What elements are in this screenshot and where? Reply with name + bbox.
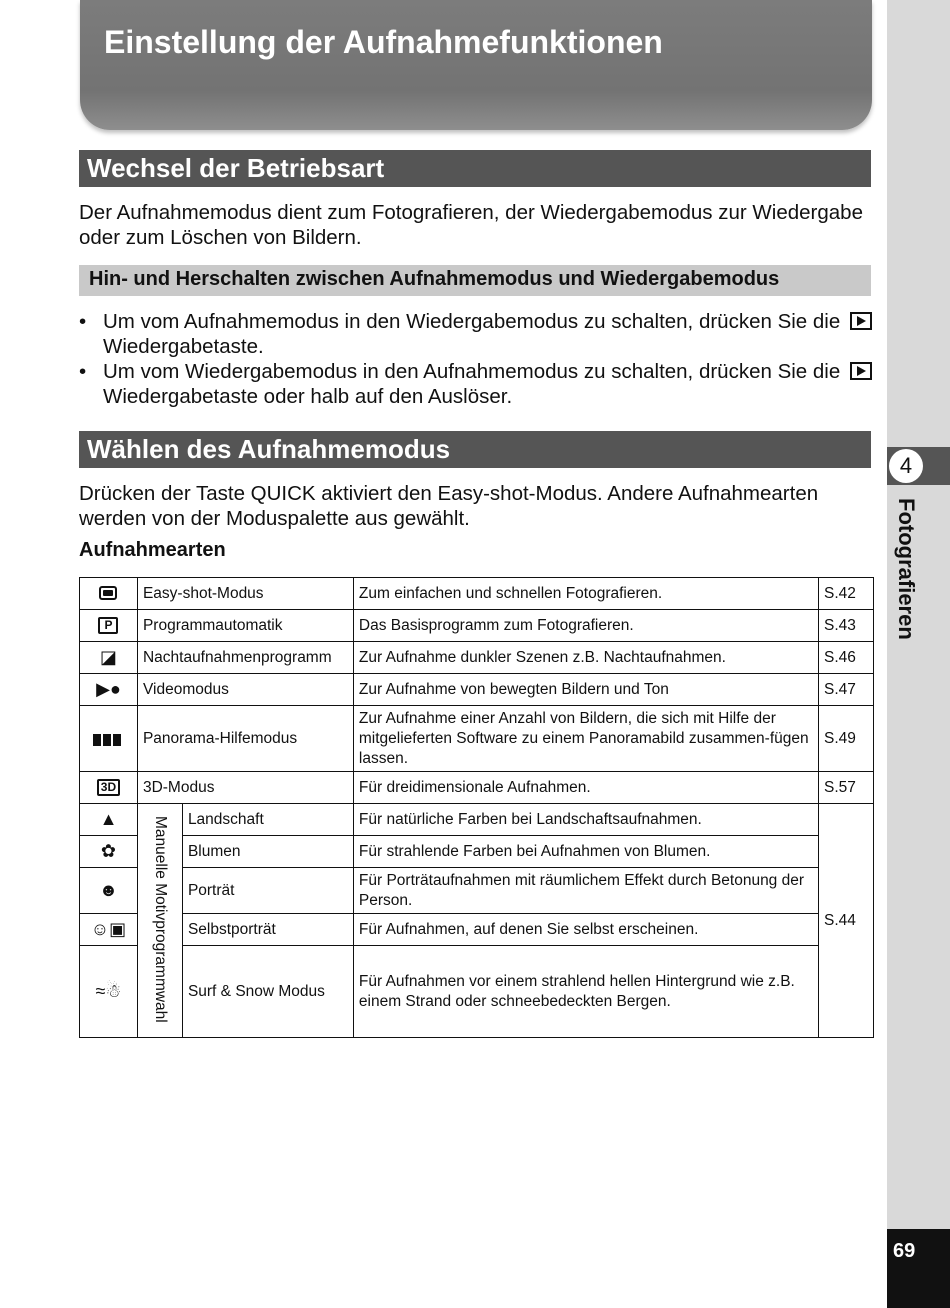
table-row	[80, 804, 874, 836]
mode-description: Zur Aufnahme dunkler Szenen z.B. Nachtaufnahmen.	[353, 642, 818, 674]
mode-name: Videomodus	[137, 674, 353, 706]
scene-description: Für Aufnahmen, auf denen Sie selbst erscheinen.	[353, 914, 818, 946]
mode-description: Zur Aufnahme einer Anzahl von Bildern, die sich mit Hilfe der mitgelieferten Software zu einem Panoramabild zusammen-fügen lassen.	[353, 706, 818, 772]
scene-name: Porträt	[182, 868, 353, 914]
icon-cell	[80, 772, 138, 804]
scene-group-label: Manuelle Motivprogrammwahl	[151, 816, 169, 1023]
mode-description: Das Basisprogramm zum Fotografieren.	[353, 610, 818, 642]
page-number: 69	[893, 1240, 916, 1262]
subheading-switching: Hin- und Herschalten zwischen Aufnahmemodus und Wiedergabemodus	[79, 265, 871, 296]
bullet-list	[79, 309, 879, 409]
icon-cell	[80, 674, 138, 706]
page-reference: S.46	[819, 642, 874, 674]
scene-name: Landschaft	[182, 804, 353, 836]
mode-paragraph: Drücken der Taste QUICK aktiviert den Easy-shot-Modus. Andere Aufnahmearten werden von der Moduspalette aus gewählt.	[79, 482, 819, 530]
list-item	[79, 359, 879, 409]
movie-icon: ▶●	[96, 679, 121, 700]
easy-shot-icon	[99, 586, 117, 600]
section-heading-aufnahmemodus: Wählen des Aufnahmemodus	[79, 431, 871, 468]
icon-cell	[80, 578, 138, 610]
icon-cell	[80, 642, 138, 674]
play-button-icon	[850, 312, 872, 330]
scene-description: Für natürliche Farben bei Landschaftsaufnahmen.	[353, 804, 818, 836]
table-row	[80, 946, 874, 1038]
icon-cell	[80, 914, 138, 946]
3d-icon: 3D	[97, 779, 120, 796]
icon-cell	[80, 946, 138, 1038]
icon-cell	[80, 836, 138, 868]
table-row	[80, 914, 874, 946]
table-row	[80, 772, 874, 804]
bullet-text-post: Wiedergabetaste.	[103, 335, 264, 358]
program-icon: P	[98, 617, 118, 634]
title-banner	[80, 0, 872, 130]
portrait-icon: ☻	[99, 880, 118, 901]
modes-table	[79, 577, 874, 1038]
mode-name: Easy-shot-Modus	[137, 578, 353, 610]
table-row	[80, 868, 874, 914]
page-reference: S.43	[819, 610, 874, 642]
table-row	[80, 610, 874, 642]
chapter-title: Fotografieren	[894, 498, 919, 640]
intro-paragraph: Der Aufnahmemodus dient zum Fotografieren, der Wiedergabemodus zur Wiedergabe oder zum Löschen von Bildern.	[79, 201, 863, 249]
night-icon: ◪	[99, 647, 117, 668]
landscape-icon: ▲	[99, 809, 118, 830]
page-reference: S.57	[819, 772, 874, 804]
scene-group-label-cell	[137, 804, 182, 1038]
chapter-sidebar	[887, 0, 950, 1308]
chapter-number: 4	[889, 449, 923, 483]
table-row	[80, 836, 874, 868]
mode-name: Nachtaufnahmenprogramm	[137, 642, 353, 674]
table-row	[80, 706, 874, 772]
scene-name: Blumen	[182, 836, 353, 868]
scene-description: Für Porträtaufnahmen mit räumlichem Effekt durch Betonung der Person.	[353, 868, 818, 914]
self-portrait-icon: ☺▣	[90, 919, 127, 940]
bullet-dot: •	[79, 360, 87, 383]
page-reference: S.44	[819, 804, 874, 1038]
scene-name: Surf & Snow Modus	[182, 946, 353, 1038]
icon-cell	[80, 868, 138, 914]
table-row	[80, 578, 874, 610]
section-heading-betriebsart: Wechsel der Betriebsart	[79, 150, 871, 187]
page-title: Einstellung der Aufnahmefunktionen	[104, 24, 663, 60]
bullet-text-pre: Um vom Aufnahmemodus in den Wiedergabemodus zu schalten, drücken Sie die	[103, 310, 841, 333]
subheading-aufnahmearten: Aufnahmearten	[79, 539, 226, 561]
scene-name: Selbstporträt	[182, 914, 353, 946]
icon-cell	[80, 706, 138, 772]
mode-description: Zur Aufnahme von bewegten Bildern und Ton	[353, 674, 818, 706]
surf-snow-icon: ≈☃	[95, 981, 122, 1002]
icon-cell	[80, 610, 138, 642]
mode-name: 3D-Modus	[137, 772, 353, 804]
page-reference: S.49	[819, 706, 874, 772]
mode-name: Panorama-Hilfemodus	[137, 706, 353, 772]
icon-cell	[80, 804, 138, 836]
mode-description: Zum einfachen und schnellen Fotografieren.	[353, 578, 818, 610]
panorama-icon	[92, 732, 124, 744]
list-item	[79, 309, 879, 359]
bullet-dot: •	[79, 310, 87, 333]
bullet-text-post: Wiedergabetaste oder halb auf den Auslöser.	[103, 385, 513, 408]
table-row	[80, 674, 874, 706]
mode-description: Für dreidimensionale Aufnahmen.	[353, 772, 818, 804]
table-row	[80, 642, 874, 674]
scene-description: Für Aufnahmen vor einem strahlend hellen Hintergrund wie z.B. einem Strand oder schneebedeckten Bergen.	[353, 946, 818, 1038]
play-button-icon	[850, 362, 872, 380]
flower-icon: ✿	[100, 841, 117, 862]
scene-description: Für strahlende Farben bei Aufnahmen von Blumen.	[353, 836, 818, 868]
mode-name: Programmautomatik	[137, 610, 353, 642]
page-reference: S.47	[819, 674, 874, 706]
page-reference: S.42	[819, 578, 874, 610]
bullet-text-pre: Um vom Wiedergabemodus in den Aufnahmemodus zu schalten, drücken Sie die	[103, 360, 841, 383]
